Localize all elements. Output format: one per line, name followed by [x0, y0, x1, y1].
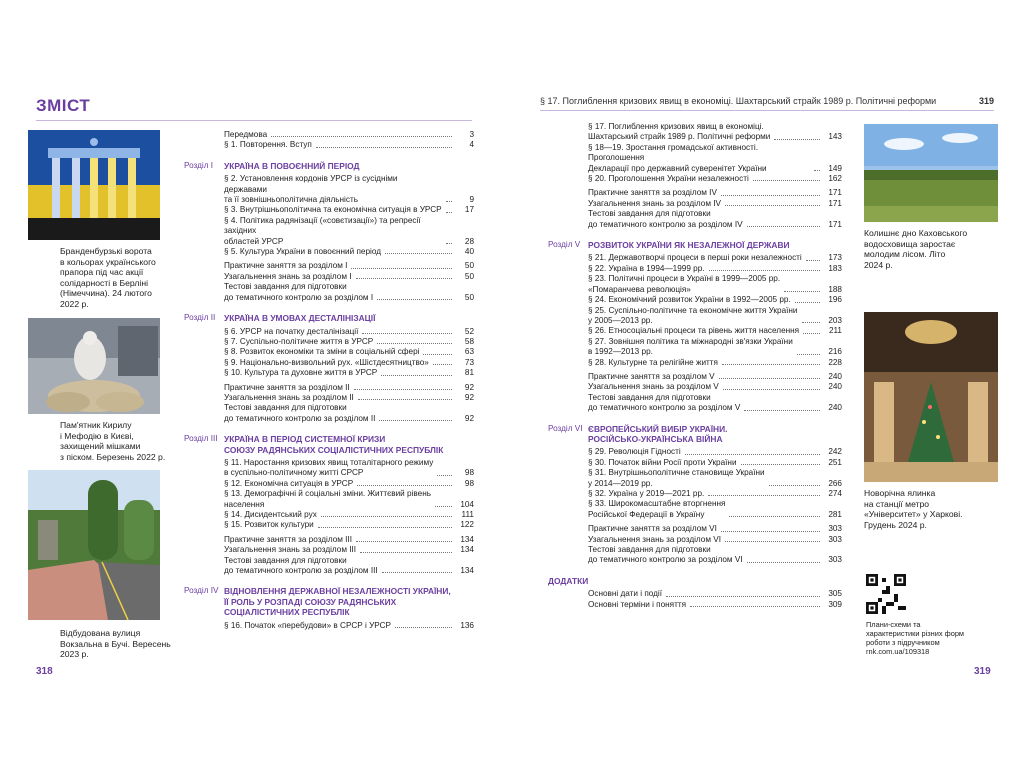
qr-code-icon[interactable]: [866, 574, 906, 614]
section-number: Розділ IV: [184, 586, 219, 596]
toc-page-number: 303: [828, 534, 842, 544]
toc-entry[interactable]: [184, 393, 474, 403]
toc-page-number: 4: [469, 140, 474, 150]
toc-entry[interactable]: [548, 264, 842, 274]
toc-leader-dots: [356, 278, 452, 279]
toc-page-number: 98: [464, 468, 474, 478]
toc-leader-dots: [747, 226, 820, 227]
section-heading: [184, 313, 474, 323]
toc-entry-title: Узагальнення знань за розділом VI: [588, 534, 721, 544]
toc-leader-dots: [395, 627, 452, 628]
appendix-title: ДОДАТКИ: [548, 575, 589, 586]
section-heading: [548, 424, 842, 445]
toc-page-number: 17: [464, 205, 474, 215]
toc-entry[interactable]: [184, 403, 474, 424]
toc-entry-title: Практичне заняття за розділом I: [224, 261, 348, 271]
running-head-text: § 17. Поглиблення кризових явищ в економіці. Шахтарський страйк 1989 р. Політичні реформи: [540, 96, 937, 106]
toc-entry-title: Практичне заняття за розділом IV: [588, 188, 717, 198]
toc-page-number: 183: [828, 263, 842, 273]
section-number: Розділ I: [184, 160, 214, 170]
toc-leader-dots: [446, 201, 452, 202]
toc-entry[interactable]: [184, 261, 474, 271]
toc-page-number: 28: [464, 236, 474, 246]
toc-entry[interactable]: [548, 199, 842, 209]
toc-entry[interactable]: [184, 368, 474, 378]
toc-leader-dots: [356, 541, 452, 542]
toc-leader-dots: [721, 531, 820, 532]
caption-monument: Пам'ятник Кирилу і Мефодію в Києві, захищений мішками з піском. Березень 2022 р.: [60, 420, 166, 462]
toc-entry-title: Практичне заняття за розділом VI: [588, 524, 717, 534]
right-page-number: 319: [974, 666, 991, 677]
toc-page-number: 92: [464, 382, 474, 392]
toc-entry[interactable]: [548, 174, 842, 184]
toc-entry-title: § 17. Поглиблення кризових явищ в економіці. Шахтарський страйк 1989 р. Політичні реформи: [588, 122, 771, 142]
toc-entry-title: § 6. УРСР на початку десталінізації: [224, 326, 359, 336]
toc-entry-title: Тестові завдання для підготовки до тематичного контролю за розділом I: [224, 282, 374, 302]
left-toc: [184, 130, 474, 631]
toc-entry-title: § 2. Установлення кордонів УРСР із сусідніми державами та її зовнішньополітична діяльність: [224, 174, 444, 205]
toc-leader-dots: [769, 485, 820, 486]
toc-entry[interactable]: [184, 337, 474, 347]
toc-entry[interactable]: [548, 295, 842, 305]
toc-page-number: 171: [828, 188, 842, 198]
toc-leader-dots: [814, 170, 820, 171]
toc-leader-dots: [351, 268, 452, 269]
toc-entry-title: § 31. Внутрішньополітичне становище України у 2014—2019 рр.: [588, 468, 765, 488]
toc-entry[interactable]: [184, 458, 474, 479]
toc-page-number: 240: [828, 382, 842, 392]
toc-page-number: 134: [460, 545, 474, 555]
toc-leader-dots: [741, 464, 820, 465]
toc-entry[interactable]: [184, 358, 474, 368]
toc-page-number: 111: [461, 510, 474, 519]
toc-page-number: 63: [464, 347, 474, 357]
toc-entry-title: Узагальнення знань за розділом I: [224, 271, 352, 281]
toc-leader-dots: [423, 354, 452, 355]
toc-page-number: 240: [828, 371, 842, 381]
toc-entry[interactable]: [548, 209, 842, 230]
toc-page-number: 73: [464, 357, 474, 367]
toc-leader-dots: [729, 516, 820, 517]
toc-entry[interactable]: [184, 216, 474, 247]
toc-leader-dots: [357, 485, 452, 486]
toc-leader-dots: [446, 243, 452, 244]
toc-page-number: 211: [828, 326, 842, 336]
toc-leader-dots: [379, 420, 452, 421]
toc-leader-dots: [723, 389, 820, 390]
toc-page-number: 203: [828, 315, 842, 325]
toc-page-number: 143: [828, 132, 842, 142]
toc-entry[interactable]: [184, 479, 474, 489]
toc-entry[interactable]: [548, 306, 842, 327]
toc-entry[interactable]: [548, 447, 842, 457]
section-heading: [184, 434, 474, 455]
toc-page-number: 303: [828, 524, 842, 534]
toc-page-number: 81: [464, 368, 474, 378]
toc-page-number: 173: [828, 253, 842, 263]
toc-entry[interactable]: [184, 140, 474, 150]
toc-entry-title: § 11. Наростання кризових явищ тоталітарного режиму в суспільно-політичному житті СРСР: [224, 457, 434, 478]
toc-leader-dots: [797, 354, 820, 355]
toc-entry[interactable]: [184, 383, 474, 393]
toc-page-number: 228: [828, 357, 842, 367]
toc-leader-dots: [435, 506, 452, 507]
toc-leader-dots: [433, 364, 452, 365]
toc-entry-title: § 30. Початок війни Росії проти України: [588, 457, 737, 467]
photo-monument-kyiv: [28, 318, 160, 414]
toc-leader-dots: [437, 475, 452, 476]
toc-entry-title: § 5. Культура України в повоєнний період: [224, 247, 381, 257]
toc-leader-dots: [666, 596, 820, 597]
toc-entry[interactable]: [548, 122, 842, 143]
toc-entry-title: Тестові завдання для підготовки до тематичного контролю за розділом II: [224, 403, 376, 423]
toc-entry[interactable]: [548, 337, 842, 358]
toc-entry-title: § 21. Державотворчі процеси в перші роки незалежності: [588, 253, 802, 263]
toc-page-number: 196: [828, 295, 842, 305]
toc-leader-dots: [795, 302, 820, 303]
toc-entry-title: Узагальнення знань за розділом III: [224, 545, 357, 555]
toc-leader-dots: [709, 270, 820, 271]
toc-entry-title: § 26. Етносоціальні процеси та рівень життя населення: [588, 326, 800, 336]
toc-entry-title: Тестові завдання для підготовки до тематичного контролю за розділом IV: [588, 209, 743, 229]
section-number: Розділ V: [548, 240, 581, 250]
toc-entry[interactable]: [548, 253, 842, 263]
toc-entry-title: § 16. Початок «перебудови» в СРСР і УРСР: [224, 620, 392, 630]
toc-entry-title: § 28. Культурне та релігійне життя: [588, 357, 718, 367]
toc-entry-title: Тестові завдання для підготовки до тематичного контролю за розділом III: [224, 555, 378, 576]
toc-entry[interactable]: [548, 372, 842, 382]
toc-entry-title: Практичне заняття за розділом III: [224, 534, 352, 544]
section-title: ЄВРОПЕЙСЬКИЙ ВИБІР УКРАЇНИ. РОСІЙСЬКО-УКРАЇНСЬКА ВІЙНА: [588, 423, 728, 444]
toc-entry-title: § 32. Україна у 2019—2021 рр.: [588, 489, 705, 498]
caption-metro-tree: Новорічна ялинка на станції метро «Університет» у Харкові. Грудень 2024 р.: [864, 488, 963, 530]
toc-entry-title: § 8. Розвиток економіки та зміни в соціальній сфері: [224, 347, 420, 357]
toc-leader-dots: [753, 180, 820, 181]
toc-entry-title: Тестові завдання для підготовки до тематичного контролю за розділом VI: [588, 545, 743, 565]
toc-entry-title: § 27. Зовнішня політика та міжнародні зв'язки України в 1992—2013 рр.: [588, 336, 793, 357]
toc-entry[interactable]: [184, 205, 474, 215]
section-title: УКРАЇНА В УМОВАХ ДЕСТАЛІНІЗАЦІЇ: [224, 313, 376, 324]
toc-leader-dots: [377, 299, 452, 300]
running-head-page: 319: [978, 96, 994, 106]
toc-entry[interactable]: [548, 382, 842, 392]
toc-page-number: 305: [828, 589, 842, 599]
contents-title: ЗМІСТ: [36, 96, 91, 115]
caption-brandenburg: Бранденбурзькі ворота в кольорах українського прапора під час акції солідарності в Берліні (Німеччина). 24 лютого 2022 р.: [60, 246, 156, 309]
toc-page-number: 50: [464, 261, 474, 271]
toc-entry[interactable]: [548, 468, 842, 489]
toc-leader-dots: [744, 410, 820, 411]
toc-entry-title: Практичне заняття за розділом II: [224, 382, 350, 392]
toc-page-number: 274: [828, 489, 842, 498]
toc-page-number: 136: [460, 620, 474, 630]
section-title: РОЗВИТОК УКРАЇНИ ЯК НЕЗАЛЕЖНОЇ ДЕРЖАВИ: [588, 240, 790, 251]
toc-page-number: 216: [828, 347, 842, 357]
toc-entry-title: Узагальнення знань за розділом II: [224, 392, 354, 402]
toc-entry[interactable]: [184, 174, 474, 205]
toc-page-number: 92: [464, 413, 474, 423]
toc-leader-dots: [360, 552, 452, 553]
toc-entry-title: § 3. Внутрішньополітична та економічна ситуація в УРСР: [224, 205, 442, 215]
toc-entry-title: § 4. Політика радянізації («совєтизації») та репресії західних областей УРСР: [224, 216, 444, 247]
toc-entry-title: Узагальнення знань за розділом IV: [588, 198, 721, 208]
toc-entry-title: § 10. Культура та духовне життя в УРСР: [224, 368, 378, 378]
toc-entry-title: § 18—19. Зростання громадської активності. Проголошення Декларації про державний суверенітет України: [588, 143, 812, 174]
toc-leader-dots: [446, 212, 452, 213]
toc-entry[interactable]: [184, 510, 474, 520]
toc-leader-dots: [385, 253, 452, 254]
toc-entry-title: Основні терміни і поняття: [588, 599, 687, 609]
toc-entry[interactable]: [548, 143, 842, 174]
toc-entry-title: Практичне заняття за розділом V: [588, 371, 715, 381]
toc-page-number: 40: [464, 247, 474, 257]
toc-page-number: 104: [460, 499, 474, 509]
toc-page-number: 122: [460, 520, 474, 530]
toc-leader-dots: [685, 454, 820, 455]
toc-entry-title: Тестові завдання для підготовки до тематичного контролю за розділом V: [588, 392, 741, 413]
toc-page-number: 149: [828, 163, 842, 173]
toc-entry[interactable]: [548, 545, 842, 566]
toc-page-number: 171: [828, 219, 842, 229]
toc-page-number: 92: [464, 392, 474, 402]
toc-entry[interactable]: [548, 393, 842, 414]
toc-entry-title: § 15. Розвиток культури: [224, 520, 314, 530]
toc-leader-dots: [722, 364, 820, 365]
toc-entry[interactable]: [548, 589, 842, 599]
toc-entry-title: Передмова: [224, 130, 268, 139]
toc-entry-title: § 25. Суспільно-політичне та економічне життя України у 2005—2013 рр.: [588, 305, 798, 325]
toc-entry[interactable]: [548, 188, 842, 198]
toc-entry[interactable]: [548, 274, 842, 295]
toc-page-number: 50: [464, 292, 474, 302]
photo-brandenburg-gate: [28, 130, 160, 240]
toc-leader-dots: [381, 375, 452, 376]
toc-page-number: 98: [464, 478, 474, 488]
toc-entry[interactable]: [548, 499, 842, 520]
toc-entry[interactable]: [548, 326, 842, 336]
toc-leader-dots: [362, 333, 452, 334]
toc-page-number: 134: [460, 566, 474, 576]
toc-leader-dots: [354, 389, 452, 390]
section-title: УКРАЇНА В ПОВОЄННИЙ ПЕРІОД: [224, 160, 360, 171]
section-title: ВІДНОВЛЕННЯ ДЕРЖАВНОЇ НЕЗАЛЕЖНОСТІ УКРАЇНИ, ЇЇ РОЛЬ У РОЗПАДІ СОЮЗУ РАДЯНСЬКИХ СОЦІАЛІСТИЧНИХ РЕСПУБЛІК: [224, 586, 451, 618]
toc-leader-dots: [725, 205, 820, 206]
toc-page-number: 58: [464, 336, 474, 346]
toc-page-number: 171: [828, 198, 842, 208]
left-page-number: 318: [36, 666, 53, 677]
section-title: УКРАЇНА В ПЕРІОД СИСТЕМНОЇ КРИЗИ СОЮЗУ РАДЯНСЬКИХ СОЦІАЛІСТИЧНИХ РЕСПУБЛІК: [224, 434, 444, 455]
title-divider: [36, 120, 472, 121]
toc-page-number: 240: [828, 403, 842, 413]
toc-entry[interactable]: [548, 358, 842, 368]
caption-kakhovka: Колишнє дно Каховського водосховища заростає молодим лісом. Літо 2024 р.: [864, 228, 968, 270]
toc-entry[interactable]: [184, 282, 474, 303]
toc-leader-dots: [802, 322, 821, 323]
toc-entry[interactable]: [184, 520, 474, 530]
toc-page-number: 134: [460, 534, 474, 544]
toc-leader-dots: [316, 147, 452, 148]
section-heading: [184, 586, 474, 617]
toc-page-number: 309: [828, 599, 842, 609]
toc-entry-title: § 24. Економічний розвиток України в 1992—2005 рр.: [588, 295, 791, 305]
section-number: Розділ II: [184, 313, 216, 323]
toc-entry-title: § 20. Проголошення України незалежності: [588, 174, 749, 184]
toc-entry-title: Узагальнення знань за розділом V: [588, 382, 719, 392]
toc-entry[interactable]: [184, 556, 474, 577]
toc-entry[interactable]: [184, 489, 474, 510]
toc-entry[interactable]: [548, 524, 842, 534]
toc-page-number: 281: [828, 509, 842, 519]
toc-entry-title: § 12. Економічна ситуація в УРСР: [224, 478, 354, 488]
header-divider: [540, 110, 994, 111]
toc-leader-dots: [271, 136, 452, 137]
toc-entry-title: § 1. Повторення. Вступ: [224, 140, 312, 150]
toc-page-number: 50: [464, 271, 474, 281]
toc-leader-dots: [318, 527, 452, 528]
toc-leader-dots: [690, 606, 820, 607]
toc-leader-dots: [803, 333, 820, 334]
toc-entry[interactable]: [548, 535, 842, 545]
toc-entry-title: § 13. Демографічні й соціальні зміни. Життєвий рівень населення: [224, 489, 432, 509]
toc-page-number: 3: [469, 130, 474, 139]
section-number: Розділ III: [184, 434, 218, 444]
toc-entry[interactable]: [184, 347, 474, 357]
section-heading: [548, 240, 842, 250]
toc-leader-dots: [784, 291, 820, 292]
toc-leader-dots: [377, 343, 452, 344]
toc-entry[interactable]: [548, 600, 842, 610]
toc-entry-title: § 29. Революція Гідності: [588, 447, 681, 457]
toc-leader-dots: [747, 562, 820, 563]
toc-entry-title: § 7. Суспільно-політичне життя в УРСР: [224, 336, 374, 346]
photo-metro-tree: [864, 312, 998, 482]
toc-leader-dots: [358, 399, 452, 400]
toc-page-number: 303: [828, 555, 842, 565]
toc-page-number: 266: [828, 478, 842, 488]
toc-leader-dots: [382, 572, 452, 573]
caption-bucha: Відбудована вулиця Вокзальна в Бучі. Вересень 2023 р.: [60, 628, 171, 660]
toc-page-number: 162: [828, 174, 842, 184]
toc-entry[interactable]: [184, 545, 474, 555]
toc-entry[interactable]: [184, 272, 474, 282]
toc-entry-title: Основні дати і події: [588, 589, 663, 599]
toc-page-number: 52: [464, 326, 474, 336]
toc-entry-title: § 23. Політичні процеси в Україні в 1999—2005 рр. «Помаранчева революція»: [588, 274, 781, 294]
photo-bucha-street: [28, 470, 160, 620]
toc-entry[interactable]: [184, 130, 474, 140]
toc-page-number: 188: [828, 284, 842, 294]
toc-leader-dots: [708, 495, 820, 496]
running-head: [540, 96, 994, 106]
toc-entry[interactable]: [184, 535, 474, 545]
appendix-heading: [548, 576, 842, 586]
toc-entry[interactable]: [548, 458, 842, 468]
toc-leader-dots: [719, 378, 820, 379]
toc-page-number: 251: [828, 457, 842, 467]
toc-entry-title: § 14. Дисидентський рух: [224, 510, 317, 519]
toc-entry[interactable]: [184, 247, 474, 257]
section-number: Розділ VI: [548, 423, 583, 433]
toc-leader-dots: [321, 516, 452, 517]
toc-entry[interactable]: [548, 489, 842, 499]
toc-entry-title: § 33. Широкомасштабне вторгнення Російської Федерації в Україну: [588, 499, 726, 519]
right-toc: [548, 122, 842, 610]
toc-leader-dots: [725, 541, 820, 542]
toc-entry-title: § 9. Національно-визвольний рух. «Шістдесятництво»: [224, 357, 429, 367]
toc-page-number: 9: [469, 195, 474, 205]
toc-leader-dots: [806, 260, 820, 261]
toc-entry-title: § 22. Україна в 1994—1999 рр.: [588, 263, 705, 273]
toc-leader-dots: [721, 195, 820, 196]
toc-entry[interactable]: [184, 327, 474, 337]
toc-leader-dots: [774, 139, 820, 140]
photo-kakhovka: [864, 124, 998, 222]
toc-entry[interactable]: [184, 621, 474, 631]
toc-page-number: 242: [828, 447, 842, 457]
section-heading: [184, 161, 474, 171]
qr-caption: Плани-схеми та характеристики різних форм роботи з підручником rnk.com.ua/109318: [866, 620, 965, 656]
